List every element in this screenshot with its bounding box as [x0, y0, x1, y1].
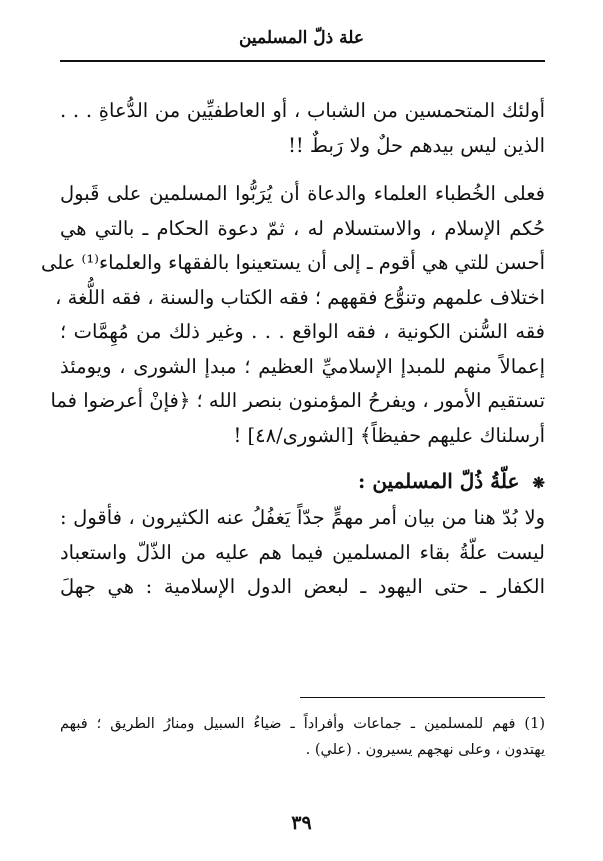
- paragraph-2: [40, 177, 545, 453]
- paragraph-spacer: [60, 163, 545, 177]
- running-header-title: علة ذلّ المسلمين: [238, 28, 365, 48]
- text-line: الذين ليس بيدهم حلٌ ولا رَبطٌ !!: [288, 133, 545, 157]
- section-heading-text: علّةُ ذُلّ المسلمين :: [357, 469, 520, 493]
- text-line: فعلى الخُطباء العلماء والدعاة أن يُرَبُّوا المسلمين على قَبول: [60, 182, 545, 205]
- text-line: أحسن للتي هي أقوم ـ إلى أن يستعينوا بالفقهاء والعلماء⁽¹⁾ على: [40, 251, 545, 274]
- paragraph-1: [60, 94, 545, 163]
- text-line: إعمالاً منهم للمبدإ الإسلاميِّ العظيم ؛ مبدإ الشورى ، ويومئذ: [60, 354, 545, 378]
- text-line: أرسلناك عليهم حفيظاً﴾ [الشورى/٤٨] !: [233, 423, 545, 447]
- paragraph-3: [60, 501, 545, 605]
- footnote-divider: [300, 697, 545, 698]
- text-line: اختلاف علمهم وتنوُّع فقههم ؛ فقه الكتاب والسنة ، فقه اللُّغة ،: [55, 285, 545, 309]
- section-heading: [60, 463, 545, 501]
- footnotes: [60, 711, 545, 763]
- text-line: فقه السُّنن الكونية ، فقه الواقع . . . وغير ذلك من مُهِمَّات ؛: [60, 320, 545, 343]
- asterisk-bullet-icon: ❋: [532, 474, 545, 492]
- text-line: الكفار ـ حتى اليهود ـ لبعض الدول الإسلامية : هي جهلَ: [60, 575, 545, 598]
- header-divider: [60, 60, 545, 62]
- main-text: [40, 94, 545, 605]
- text-line: أولئك المتحمسين من الشباب ، أو العاطفيِّين من الدُّعاةِ . . .: [60, 99, 545, 122]
- page-number: ٣٩: [291, 812, 312, 834]
- text-line: تستقيم الأمور ، ويفرحُ المؤمنون بنصر الله ؛ ﴿فإنْ أعرضوا فما: [50, 389, 545, 412]
- text-line: حُكم الإسلام ، والاستسلام له ، ثمّ دعوة الحكام ـ بالتي هي: [60, 216, 545, 240]
- text-line: ليست علّةُ بقاء المسلمين فيما هم عليه من الذّلّ واستعباد: [60, 540, 545, 564]
- footnote-line: (1) فهم للمسلمين ـ جماعات وأفراداً ـ ضياءُ السبيل ومنارُ الطريق ؛ فبهم: [60, 716, 545, 732]
- footnote-line: يهتدون ، وعلى نهجهم يسيرون . (علي) .: [305, 742, 545, 758]
- text-line: ولا بُدّ هنا من بيان أمر مهمٍّ جدّاً يَغفُلُ عنه الكثيرون ، فأقول :: [60, 506, 545, 529]
